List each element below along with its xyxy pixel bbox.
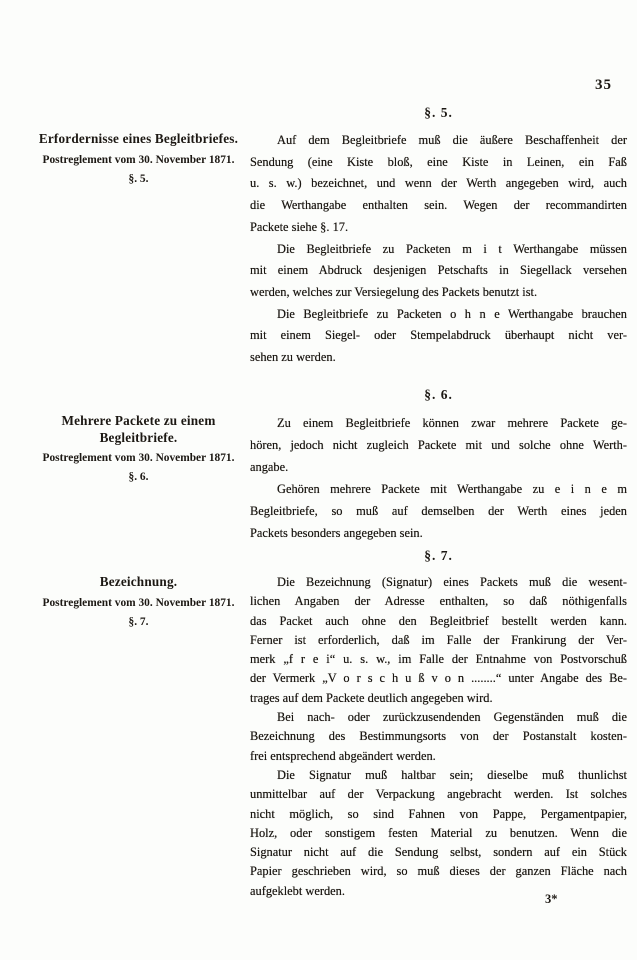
text-line: Sendung (eine Kiste bloß, eine Kiste in Leinen, ein Faß [250,154,627,169]
section-columns [0,573,637,901]
margin-note [32,130,245,187]
paragraph [250,573,627,708]
text-line: Ferner ist erforderlich, daß im Falle der Frankirung der Ver- [250,632,627,647]
text-line: Gehören mehrere Packete mit Werthangabe zu e i n e m [277,482,627,496]
text-line: werden, welches zur Versiegelung des Packets benutzt ist. [250,284,538,299]
margin-title-line: Bezeichnung. [99,574,178,589]
text-line: lichen Angaben der Adresse enthalten, so daß nöthigenfalls [250,594,627,609]
margin-section-ref: §. 7. [128,615,149,628]
section-heading: §. 7. [424,548,453,563]
text-line: merk „f r e i“ u. s. w., im Falle der Entnahme von Postvorschuß [250,652,627,667]
paragraph [250,130,627,239]
text-line: aufgeklebt werden. [250,883,345,898]
text-line: u. s. w.) bezeichnet, und wenn der Werth angegeben wird, auch [250,176,627,191]
text-line: mit einem Abdruck desjenigen Petschafts in Siegellack versehen [250,263,627,278]
text-line: das Packet auch ohne den Begleitbrief bestellt werden kann. [250,613,627,628]
margin-title [32,574,245,591]
section [0,386,637,544]
margin-title-line: Begleitbriefe. [99,429,178,445]
section [0,104,637,369]
margin-section-ref: §. 6. [128,471,149,483]
page-number: 35 [595,77,612,93]
text-line: Die Begleitbriefe zu Packeten m i t Werthangabe müssen [277,241,627,256]
text-line: Signatur nicht auf die Sendung selbst, sondern auf ein Stück [250,845,627,860]
paragraph [250,766,627,901]
text-line: unmittelbar auf der Verpackung angebracht werden. Ist solches [250,787,627,802]
margin-source: Postreglement vom 30. November 1871. [42,452,235,464]
paragraph [250,239,627,304]
margin-title [32,413,245,446]
margin-note [32,412,245,485]
text-line: Holz, oder sonstigem festen Material zu benutzen. Wenn die [250,825,627,840]
margin-title [32,131,245,148]
text-line: Papier geschrieben wird, so muß dieses der ganzen Fläche nach [250,864,627,879]
text-line: frei entsprechend abgeändert werden. [250,748,436,763]
paragraph [250,708,627,766]
text-line: Die Signatur muß haltbar sein; dieselbe muß thunlichst [277,767,627,782]
margin-source: Postreglement vom 30. November 1871. [42,153,235,166]
text-line: mit einem Siegel- oder Stempelabdruck überhaupt nicht ver- [250,328,627,343]
margin-section-ref: §. 5. [128,172,149,185]
text-line: sehen zu werden. [250,350,336,365]
margin-title-line: Erfordernisse eines Begleitbriefes. [38,131,239,146]
margin-note [32,573,245,630]
text-line: nicht möglich, so sind Fahnen von Pappe, Pergamentpapier, [250,806,627,821]
text-line: Zu einem Begleitbriefe können zwar mehrere Packete ge- [277,416,627,430]
text-line: Bei nach- oder zurückzusendenden Gegenständen muß die [277,710,627,725]
section-body [250,130,627,369]
section-columns [0,130,637,369]
text-line: Auf dem Begleitbriefe muß die äußere Beschaffenheit der [277,133,627,147]
margin-title-line: Mehrere Packete zu einem [61,413,216,428]
text-line: Bezeichnung des Bestimmungsorts von der Postanstalt kosten- [250,729,627,744]
text-line: Packete siehe §. 17. [250,219,349,234]
text-line: Packets besonders angegeben sein. [250,526,423,540]
text-line: Begleitbriefe, so muß auf demselben der Werth eines jeden [250,504,627,518]
paragraph [250,304,627,369]
paragraph [250,478,627,544]
section-heading: §. 5. [424,105,453,120]
text-line: Die Bezeichnung (Signatur) eines Packets muß die wesent- [277,575,627,589]
section-body [250,412,627,544]
text-line: der Vermerk „V o r s c h u ß v o n ........“ unter Angabe des Be- [250,671,627,686]
paragraph [250,412,627,478]
section [0,547,637,901]
text-line: die Werthangabe enthalten sein. Wegen der recommandirten [250,198,627,213]
text-line: trages auf dem Packete deutlich angegeben wird. [250,690,493,705]
text-line: hören, jedoch nicht zugleich Packete mit und solche ohne Werth- [250,438,627,452]
section-columns [0,412,637,544]
section-body [250,573,627,901]
text-line: Die Begleitbriefe zu Packeten o h n e Werthangabe brauchen [277,306,627,321]
text-line: angabe. [250,460,289,474]
section-heading: §. 6. [424,387,453,402]
margin-source: Postreglement vom 30. November 1871. [42,596,235,609]
printer-signature-mark: 3* [545,892,558,906]
